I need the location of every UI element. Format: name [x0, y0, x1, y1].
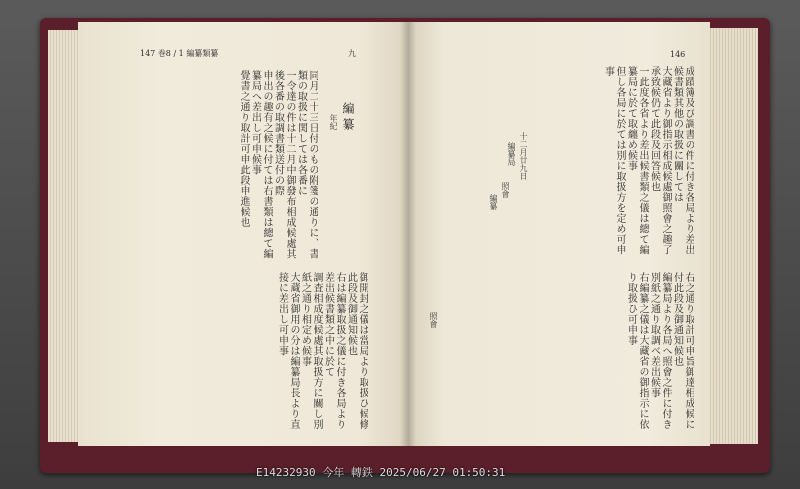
scan-watermark: E14232930 今年 轉鉄 2025/06/27 01:50:31	[256, 466, 506, 479]
right-upper-text	[544, 66, 694, 256]
left-lower-line: 大蔵省御用の分は編纂局長より直接に差出し可申事	[276, 272, 299, 430]
page-edges-left	[48, 30, 80, 442]
left-upper-line: 同月二十三日付のもの附箋の通りに、書類の取扱に関しては各番に	[295, 70, 318, 259]
right-lower-header: 照會	[429, 312, 438, 328]
right-stamp-label: 照會	[501, 182, 510, 198]
right-upper-line: 大藏省より御指示相成候處御照會之趣了承致候仍て此段及回答候也	[648, 66, 671, 255]
page-edges-right	[708, 28, 758, 444]
left-side-note: 年紀	[329, 114, 338, 130]
right-upper-line: 一此度各省より差出候書類之儀は總て編纂局に於て取纏め候事	[625, 66, 648, 255]
left-running-header: 147 巻8 / 1 編纂類纂	[140, 49, 219, 58]
right-upper-line: 成蹟簿及び調書の件に付き各局より差出候書類其他の取扱に關しては	[671, 66, 694, 255]
right-page-number: 146	[670, 50, 686, 59]
left-page	[78, 22, 408, 446]
left-upper-line: 申出の趣有之候に付ては右書類は總て編纂局へ差出し可申候事	[249, 70, 272, 259]
left-lower-line: 右は編纂取扱之儀に付き各局より差出候書類之中に於て	[322, 272, 345, 430]
left-upper-line: 覺書之通り取計可申此段申進候也	[238, 70, 249, 228]
right-date-line: 十二月廿九日	[519, 132, 528, 180]
left-lower-text	[118, 272, 368, 432]
left-lower-line: 調査相成度候處其取扱方に關し別紙之通り相定め候事	[299, 272, 322, 430]
left-section-title: 編纂	[341, 102, 355, 134]
left-upper-line: 一令達の件は十二月中御發布相成候處其後各番の取調書類送付の際	[272, 70, 295, 259]
right-page	[408, 22, 710, 446]
right-lower-line: 右編纂之儀は大藏省の御指示に依り取扱ひ可申事	[625, 272, 648, 430]
left-lower-line: 御開封之儀は當局より取扱ひ候條此段及御通知候也	[345, 272, 368, 430]
book-gutter	[400, 22, 416, 446]
right-lower-text	[444, 272, 694, 437]
right-lower-line: 右之通り取計可申旨御達相成候に付此段及御通知候也	[671, 272, 694, 430]
right-lower-line: 編纂局より各局へ照會之件に付き別紙之通り取調べ差出候事	[648, 272, 671, 430]
right-upper-line: 但し各局に於ては別に取扱方を定め可申事	[602, 66, 625, 255]
right-sender-line: 編纂局	[507, 142, 516, 166]
left-upper-text	[118, 70, 318, 260]
left-header-mark: 九	[348, 49, 356, 58]
right-stamp-label-2: 編纂	[489, 194, 498, 210]
